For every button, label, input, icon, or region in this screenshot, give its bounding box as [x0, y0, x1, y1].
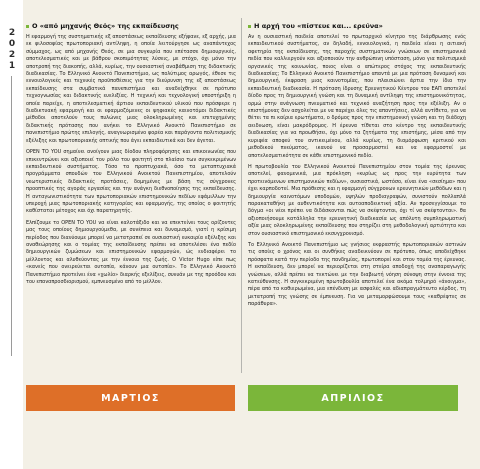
right-paragraph: Το Ελληνικό Ανοικτό Πανεπιστήμιο ως γνήσιος εκφραστής πρωτοποριακών αστινών τις οποίες ο χρόνος και οι συνθήκες αναδεικνύουν σε πρότυπο, όπως αποδείχθηκε πρόσφατα κατά την περίοδο της πανδημίας, πρωτοπορεί και στον τομέα της έρευνας. Η εκπαίδευση, δεν μπορεί να περιορίζεται στη στείρα αποδοχή της αναπαραγωγής γνώσεων, αλλά πρέπει να τεκτώνει με την διαβιωτή νόηση σύνοψη στην έννοια της κατεύθυνσης. Η συγκεκριμένη πρωτοβουλία αποτελεί ένα ακόμα τολμηρό «άνοιγμα», πέρα από τα καθιερωμένα, μια επένδυση με ασφαλές και αδιαπραγμάτευτο κέρδος, τη μετατροπή της γνώσης σε έμπνευση. Για να μεταμορφώσουμε τους «καθρέφτες σε παράθυρα».: [248, 241, 466, 308]
year-digit: 2: [8, 28, 16, 38]
square-bullet-icon: [248, 25, 251, 28]
square-bullet-icon: [26, 25, 29, 28]
year-label: [6, 28, 18, 72]
right-column: [248, 22, 466, 313]
right-paragraph: Η πρωτοβουλία του Ελληνικού Ανοικτού Πανεπιστημίου στον τομέα της έρευνας αποτελεί, φανομενικά, μια πρόκληση «κυρίως ως προς την ευρύτητα των προτεινόμενων επιστημονικών πεδίων», ουσιαστικά, ωστόσο, είναι ένα «σεσίημα» που έχει καρποδοτεί. Μια πρόθεσης και η εφαρμογή σύγχρονων ερευνητικών μεθόδων και η δημιουργία καινοτόμων υποδομών, υψηλών προδιαγραφών, συνιστούν πολλαπλά παρακαταθήκη με αυθεντικότητα και αυτοαποδεικτική αξία. Αν προσεγγίσουμε το δόγμα «οι νέοι πρέπει να διδάσκονται πώς να σκέφτονται, όχι τί να σκέφτονται». θα αξιοποιήσουμε κατάλληλα την ερευνητική διαδικασία ως απόλυτη συμπληρωματική αξία μιας ολοκληρωμένης εκπαίδευσης που στηρίζει στη μεθοδολογική αρτιότητα και στον ουσιαστικό επιστημονικό εκσυγχρονισμό.: [248, 163, 466, 237]
left-paragraph: Ελπίζουμε το OPEN TO YOU να είναι καλοτάξιδο και να επεκτείνει τους ορίζοντες μας τους οποίους δημιουργούμεθα, με συνέπεια και δυναμισμό, γιατί η κρίσιμη περίοδος που διανύουμε μπορεί να μετατραπεί σε ουσιαστική ευκαιρία εξέλιξης και αναθεώρησης και ο τομέας της εκπαίδευσης πρέπει να αποτελέσει ένα πεδίο δημιουργικών ζυμώσεων και επιστημονικών εφαρμογών, ώς ενδιαφέρει το μέλλοντος και αλυθεύοντας με την έννοια της ζωής. Ο Victor Hugo είπε πως «κανείς που ονειρεύεται ουτοπία, κάνουν μια ουτοπία». Το Ελληνικό Ανοικτό Πανεπιστήμιο προτείνει ένα «χωλίο» διαρκής εξελίξεις, συνυάν με της προόδου και του επαναπροσδιορισμού, εμπνευσμένο από το μέλλον.: [26, 219, 236, 285]
year-digit: 0: [8, 39, 16, 49]
month-banner-march: [26, 385, 235, 411]
left-paragraph: Η εφαρμογή της συστηματικής εξ αποστάσεως εκπαίδευσης εξήφανε, εξ αρχής, μια εκ φιλοσοφίας πρωτοποριακή αντίληψη, η οποία λειτούργησε ως αναπάντεχος σύμμαχος, ως από μηχανής Θεός, σε μια συγκυρία που επέτασσε δημιουργικές, αποτελεσματικές και με βάθρου σκοπιμότητας λύσεις, με στόχο, όχι μόνο την αποτροπή της διακοπής, αλλά, κυρίως, την ουσιαστική αναβάθμιση της διδακτικής διαδικασίας. Το Ελληνικό Ανοικτό Πανεπιστήμιο, ως πολύτιμος αρωγός, έθεσε τις εννοιολογικές και τεχνικές προϋποθέσεις για την διεύρυνση της εξ αποστάσεως εκπαίδευσης στα συμβατικά πανεπιστήμια και αναδείχθηκε σε πρότυπο τεχνογνωσίας και διδακτικής ευελιξίας. Η τεχνική και τεχνολογική υποστήριξη η οποία παρείχε, η αποτελεσματική άρτιου εκπαιδευτικού υλικού που πρόσφερε η διαδικτυακή εφαρμογή και οι εφαρμοζόμενες οι ψηφιακές καινοτόμοι διδακτικές μέθοδοι αποτελούν τους πυλώνες μιας ολοκληρωμένης και επιτυχημένης διδακτικής πρότασης που ανήκει το Ελληνικό Ανοικτό Πανεπιστήμιο σε πανεπιστήμιο πρώτης επιλογής, αναγνωρισμένο φορέα και παράγοντα πολιτισμικής εξέλιξης και πρωτοποριακής οπτικής που άγει εκπαιδευτικά και δεν άγεται.: [26, 34, 236, 144]
left-paragraph: OPEN TO YOU σημαίνει ανοίγουν μιας δίοδου πληροφόρησης και επικοινωνίας που επικεντρώνει και αξιοποιεί τον ρόλο του φοιτητή στο πλαίσιο των συγκεκριμένων εκπαιδευτικού συστήματος. Τόσο τα προπτυχιακά, όσο τα μεταπτυχιακά προγράμματα σπουδών του Ελληνικού Ανοικτού Πανεπιστημίου, αποτελούν νεωτεριστικές διδακτικές προτάσεις, δομημένες με βάση τις σύγχρονες προοπτικές της αγοράς εργασίας και την ανάγκη διεθνοποίησης της εκπαίδευσης. Η ανταγωνιστικότητα των πρωτοποριακών επιστημονικών πεδίων εφάμιλλων την υπεροχή μιας πρωτοποριακής κατηγορίας και εφαρμογής, της οποίας ο φοιτητής καθίσταται μέτοχος και όχι παρατηρητής.: [26, 149, 236, 215]
year-sidebar: [0, 0, 23, 469]
column-divider: [241, 18, 242, 373]
right-heading: [248, 22, 466, 31]
left-body: [26, 34, 236, 286]
left-column: [26, 22, 236, 290]
month-label-march: ΜΑΡΤΙΟΣ: [101, 392, 160, 404]
year-digit: 1: [8, 61, 16, 71]
right-body: [248, 34, 466, 309]
left-heading-text: Ο «από μηχανής Θεός» της εκπαίδευσης: [32, 22, 179, 30]
right-paragraph: Αν η ουσιαστική παιδεία αποτελεί το πρωταρχικό κίνητρο της διάρθρωσης ενός εκπαιδευτικού συστήματος, αν δηλαδή, εννοιολογικά, η παιδεία είναι η αιτιακή αφετηρία της εκπαίδευσης, της παροχής συστηματικών γνώσεων σε επιστημονικά πεδία που καλλιεργούν και αξιοποιούν την ανθρώπινη υπόσταση, μόνο για πολιτισμικά οργανικές της κοινωνίας, ποιος είναι ο απώτερος στόχος της εκπαιδευτικής διαδικασίας; Το Ελληνικό Ανοικτό Πανεπιστήμιο απαντά με μια πρόταση δυναμική και δημιουργική, έκφραση μιας καινοτομίας, που πλαισιώνει άρτια την ίδια την εκπαιδευτική διαδικασία. Η πρόταση ίδρυσης Ερευνητικού Κέντρου του ΕΑΠ αποτελεί δίοδο προς τη δημιουργική γνώση και τη δυναμική αντίληψη της επιστημονικότητας, ορμώ στην ανάγνωση πνευματικό και τεχνικό αναζήτηση προς την εξέλιξη. Αν ο επιστήμονας δεν ασχολείται με να παρέχει όλες τις απαντήσεις, αλλά αντίθετα, για να θέτει τα πι καίρια ερωτήματα, ο δρόμος προς την επιστημονική γνώση και τη διάδοχη αειδνωση, είναι μακρόδρομος. Η έρευνα τίθεται στο κέντρο της εκπαιδευτικής διαδικασίας για να προωθήσει, όχι μόνο τα ζητήματα της επιστήμης, μέσα από την κυριφέα αποφεύ του αντικειμένου, αλλά κυρίως, τη διαμόρφωση κριτικού και μεθοδικού πνεύματος, ικανού να προσαρμοστεί και να εφαρμοστεί με αποτελεσματικότητα σε κάθε επιστημονικό πεδίο.: [248, 34, 466, 159]
year-digit: 2: [8, 50, 16, 60]
month-label-april: ΑΠΡΙΛΙΟΣ: [321, 392, 385, 404]
sidebar-rule: [11, 76, 12, 356]
right-heading-text: Η αρχή του «πίστευε και... ερεύνα»: [254, 22, 383, 30]
left-heading: [26, 22, 236, 31]
month-banner-april: [248, 385, 458, 411]
